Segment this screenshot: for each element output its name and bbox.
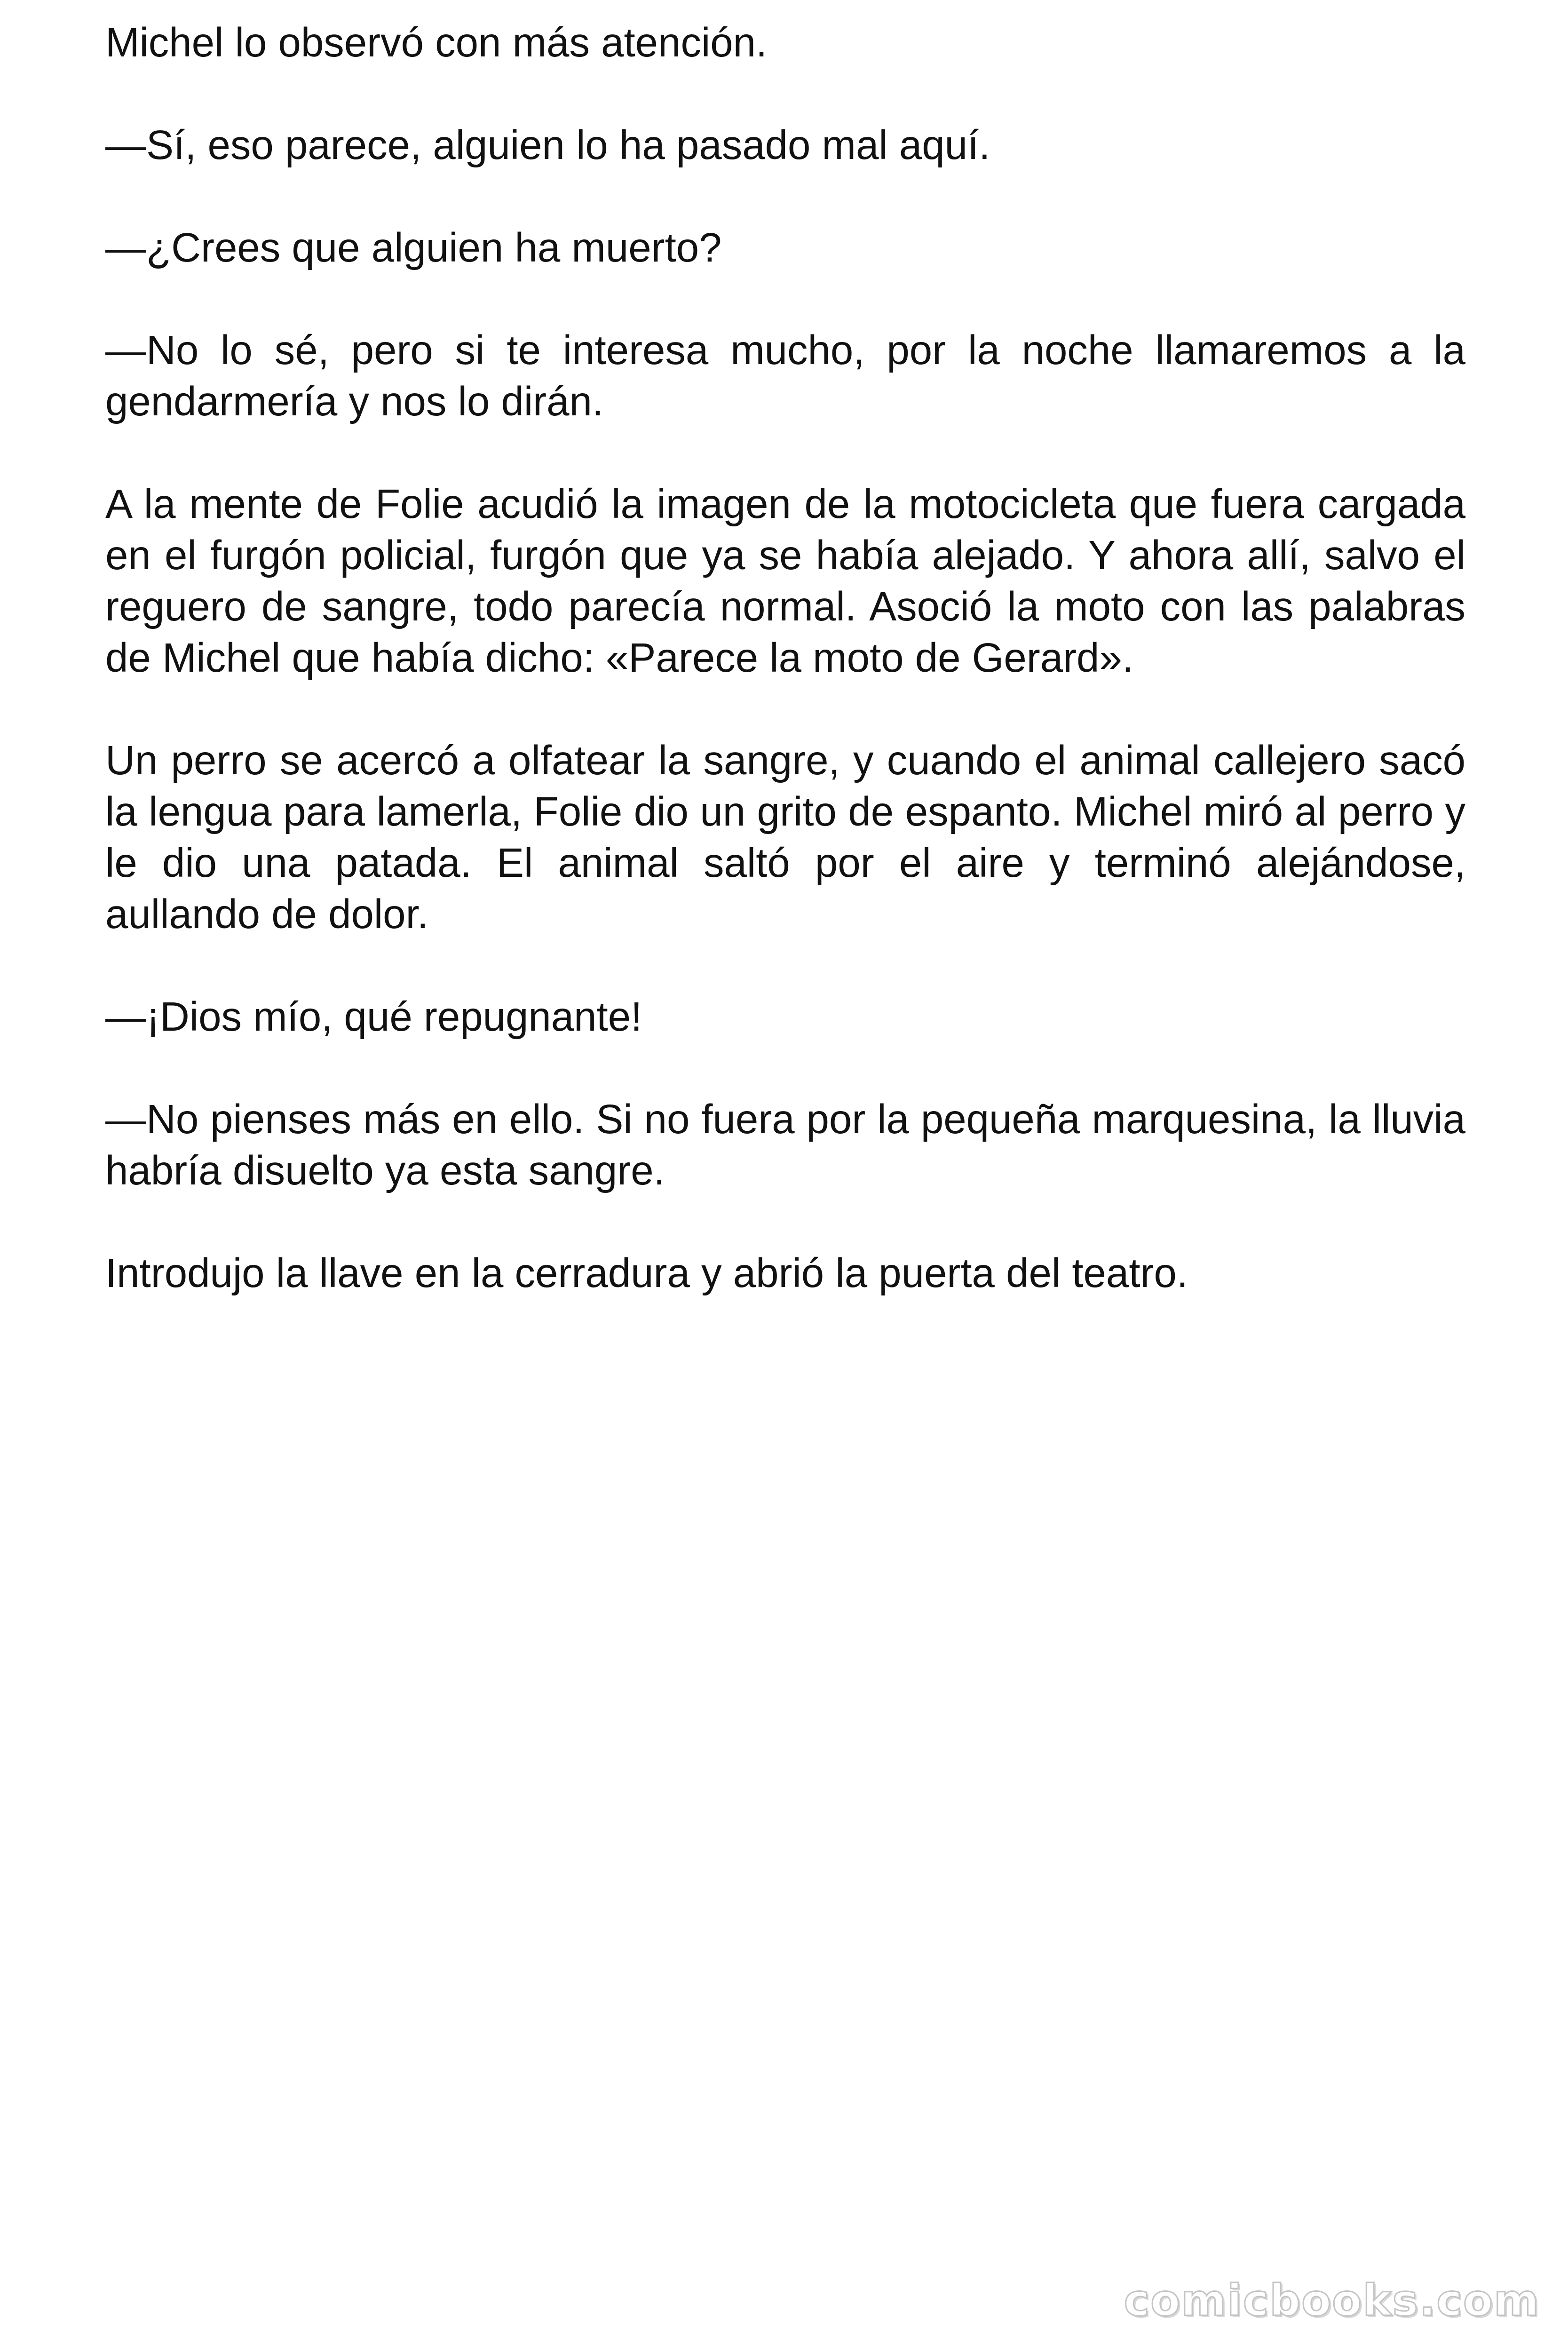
- paragraph: —No pienses más en ello. Si no fuera por la pequeña marquesina, la lluvia habría disuelto ya esta sangre.: [105, 1097, 1465, 1193]
- paragraph: —No lo sé, pero si te interesa mucho, por la noche llamaremos a la gendarmería y nos lo dirán.: [105, 327, 1465, 424]
- paragraph: —¡Dios mío, qué repugnante!: [105, 994, 642, 1040]
- watermark-logo: comicbooks.com: [1124, 2275, 1540, 2326]
- paragraph: A la mente de Folie acudió la imagen de la motocicleta que fuera cargada en el furgón policial, furgón que ya se había alejado. Y ahora allí, salvo el reguero de sangre, todo parecía normal. Asoció la moto con las palabras de Michel que había dicho: «Parece la moto de Gerard».: [105, 481, 1465, 681]
- paragraph: Introdujo la llave en la cerradura y abrió la puerta del teatro.: [105, 1250, 1188, 1296]
- paragraph: Un perro se acercó a olfatear la sangre, y cuando el animal callejero sacó la lengua para lamerla, Folie dio un grito de espanto. Michel miró al perro y le dio una patada. El animal saltó por el aire y terminó alejándose, aullando de dolor.: [105, 738, 1465, 937]
- body-text: [105, 17, 1465, 1299]
- paragraph: —Sí, eso parece, alguien lo ha pasado mal aquí.: [105, 122, 990, 168]
- paragraph: Michel lo observó con más atención.: [105, 20, 768, 65]
- paragraph: —¿Crees que alguien ha muerto?: [105, 225, 722, 270]
